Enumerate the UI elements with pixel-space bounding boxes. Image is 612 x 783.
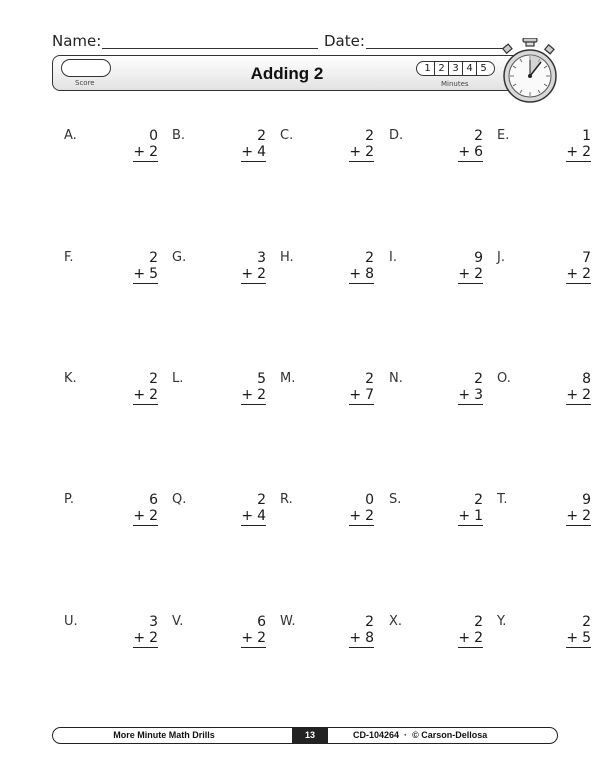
problem-letter: H. bbox=[280, 250, 294, 265]
problem-bottom-number: 2 bbox=[474, 266, 483, 282]
problem-item bbox=[64, 250, 158, 294]
plus-sign: + bbox=[566, 508, 579, 524]
problem-bottom-number: 4 bbox=[257, 144, 266, 160]
minutes-selector bbox=[416, 61, 495, 76]
problem-bottom-line bbox=[349, 266, 374, 284]
problem-top-number: 2 bbox=[365, 371, 374, 387]
problem-bottom-line bbox=[133, 508, 158, 526]
problem-top-number: 7 bbox=[582, 250, 591, 266]
problem-bottom-number: 7 bbox=[365, 387, 374, 403]
plus-sign: + bbox=[133, 266, 146, 282]
problem-bottom-number: 6 bbox=[474, 144, 483, 160]
plus-sign: + bbox=[349, 266, 362, 282]
problem-letter: O. bbox=[497, 371, 511, 386]
problem-bottom-line bbox=[133, 630, 158, 648]
problem-top-number: 6 bbox=[149, 492, 158, 508]
plus-sign: + bbox=[349, 387, 362, 403]
problem-bottom-number: 5 bbox=[582, 630, 591, 646]
problem-bottom-number: 3 bbox=[474, 387, 483, 403]
problem-top-number: 2 bbox=[474, 128, 483, 144]
problem-letter: I. bbox=[389, 250, 397, 265]
problem-item bbox=[172, 492, 266, 536]
minute-option[interactable]: 2 bbox=[434, 62, 448, 75]
problem-top-number: 3 bbox=[149, 614, 158, 630]
problem-bottom-line bbox=[241, 387, 266, 405]
score-label: Score bbox=[75, 79, 95, 87]
problem-top-number: 6 bbox=[257, 614, 266, 630]
problem-bottom-number: 2 bbox=[582, 266, 591, 282]
problem-bottom-number: 2 bbox=[149, 387, 158, 403]
name-label: Name: bbox=[52, 32, 102, 50]
plus-sign: + bbox=[458, 508, 471, 524]
problem-bottom-line bbox=[349, 387, 374, 405]
problem-bottom-line bbox=[458, 144, 483, 162]
problem-bottom-line bbox=[241, 630, 266, 648]
plus-sign: + bbox=[241, 387, 254, 403]
problem-top-number: 2 bbox=[365, 614, 374, 630]
problem-top-number: 2 bbox=[149, 250, 158, 266]
problem-item bbox=[64, 128, 158, 172]
problem-bottom-number: 2 bbox=[582, 144, 591, 160]
problem-top-number: 2 bbox=[149, 371, 158, 387]
footer-separator: · bbox=[404, 730, 408, 740]
problem-item bbox=[172, 614, 266, 658]
problem-item bbox=[389, 128, 483, 172]
problem-item bbox=[389, 250, 483, 294]
problem-item bbox=[280, 128, 374, 172]
problem-bottom-line bbox=[349, 508, 374, 526]
date-label: Date: bbox=[324, 32, 365, 50]
problem-top-number: 0 bbox=[365, 492, 374, 508]
plus-sign: + bbox=[349, 508, 362, 524]
problem-bottom-line bbox=[241, 266, 266, 284]
problem-letter: D. bbox=[389, 128, 404, 143]
plus-sign: + bbox=[458, 630, 471, 646]
plus-sign: + bbox=[241, 266, 254, 282]
minutes-label: Minutes bbox=[441, 80, 469, 88]
page-number: 13 bbox=[292, 728, 328, 743]
problem-top-number: 2 bbox=[474, 614, 483, 630]
name-date-row bbox=[52, 32, 512, 52]
plus-sign: + bbox=[349, 144, 362, 160]
problem-item bbox=[280, 250, 374, 294]
problem-letter: X. bbox=[389, 614, 403, 629]
problem-item bbox=[389, 492, 483, 536]
plus-sign: + bbox=[349, 630, 362, 646]
problem-bottom-number: 2 bbox=[582, 387, 591, 403]
problem-bottom-line bbox=[133, 266, 158, 284]
problem-bottom-line bbox=[566, 387, 591, 405]
plus-sign: + bbox=[133, 508, 146, 524]
problem-bottom-line bbox=[566, 266, 591, 284]
problem-bottom-number: 4 bbox=[257, 508, 266, 524]
product-code: CD-104264 bbox=[353, 730, 400, 740]
problem-letter: P. bbox=[64, 492, 74, 507]
problem-letter: E. bbox=[497, 128, 510, 143]
plus-sign: + bbox=[566, 144, 579, 160]
minute-option[interactable]: 3 bbox=[448, 62, 462, 75]
problem-item bbox=[497, 371, 591, 415]
problem-top-number: 2 bbox=[257, 492, 266, 508]
footer-credits bbox=[353, 730, 487, 740]
plus-sign: + bbox=[133, 630, 146, 646]
problem-item bbox=[172, 250, 266, 294]
title-bar bbox=[52, 55, 522, 91]
plus-sign: + bbox=[241, 630, 254, 646]
problem-item bbox=[497, 614, 591, 658]
problem-item bbox=[389, 614, 483, 658]
problem-letter: A. bbox=[64, 128, 77, 143]
problem-item bbox=[172, 128, 266, 172]
problem-item bbox=[497, 492, 591, 536]
problem-bottom-number: 2 bbox=[365, 508, 374, 524]
problem-bottom-line bbox=[133, 387, 158, 405]
problem-top-number: 2 bbox=[365, 128, 374, 144]
problem-bottom-line bbox=[241, 144, 266, 162]
problem-item bbox=[172, 371, 266, 415]
problem-bottom-number: 2 bbox=[365, 144, 374, 160]
plus-sign: + bbox=[566, 630, 579, 646]
plus-sign: + bbox=[458, 387, 471, 403]
problem-bottom-line bbox=[349, 630, 374, 648]
problem-bottom-line bbox=[566, 630, 591, 648]
problem-bottom-number: 8 bbox=[365, 266, 374, 282]
problem-top-number: 2 bbox=[474, 371, 483, 387]
worksheet-title: Adding 2 bbox=[250, 64, 324, 83]
problem-bottom-line bbox=[458, 630, 483, 648]
problem-bottom-line bbox=[458, 266, 483, 284]
plus-sign: + bbox=[133, 387, 146, 403]
plus-sign: + bbox=[566, 266, 579, 282]
minute-option[interactable]: 1 bbox=[424, 63, 431, 74]
problem-item bbox=[64, 614, 158, 658]
problem-letter: S. bbox=[389, 492, 402, 507]
problem-letter: N. bbox=[389, 371, 403, 386]
page-footer bbox=[52, 727, 558, 744]
minute-option[interactable]: 4 bbox=[462, 62, 476, 75]
problem-top-number: 3 bbox=[257, 250, 266, 266]
problem-item bbox=[389, 371, 483, 415]
problem-top-number: 8 bbox=[582, 371, 591, 387]
problem-letter: M. bbox=[280, 371, 296, 386]
problem-bottom-number: 2 bbox=[257, 387, 266, 403]
problem-letter: C. bbox=[280, 128, 294, 143]
publisher: © Carson-Dellosa bbox=[412, 730, 488, 740]
problem-letter: Y. bbox=[497, 614, 507, 629]
problem-bottom-number: 2 bbox=[149, 144, 158, 160]
problem-top-number: 9 bbox=[582, 492, 591, 508]
problem-letter: J. bbox=[497, 250, 505, 265]
problem-item bbox=[64, 371, 158, 415]
problem-top-number: 2 bbox=[582, 614, 591, 630]
problem-item bbox=[497, 128, 591, 172]
plus-sign: + bbox=[458, 144, 471, 160]
problem-bottom-line bbox=[133, 144, 158, 162]
problem-bottom-number: 2 bbox=[149, 508, 158, 524]
problem-bottom-number: 8 bbox=[365, 630, 374, 646]
problem-top-number: 1 bbox=[582, 128, 591, 144]
problem-bottom-number: 2 bbox=[257, 266, 266, 282]
problem-top-number: 5 bbox=[257, 371, 266, 387]
problem-bottom-line bbox=[566, 508, 591, 526]
problem-bottom-line bbox=[458, 387, 483, 405]
problem-top-number: 2 bbox=[365, 250, 374, 266]
problem-letter: G. bbox=[172, 250, 187, 265]
book-title: More Minute Math Drills bbox=[113, 730, 215, 740]
problem-item bbox=[280, 492, 374, 536]
stopwatch-icon bbox=[498, 38, 562, 104]
plus-sign: + bbox=[566, 387, 579, 403]
problem-letter: W. bbox=[280, 614, 296, 629]
plus-sign: + bbox=[241, 144, 254, 160]
name-field[interactable] bbox=[102, 48, 318, 49]
problem-item bbox=[280, 371, 374, 415]
problem-letter: V. bbox=[172, 614, 184, 629]
problem-letter: B. bbox=[172, 128, 186, 143]
problem-bottom-number: 2 bbox=[474, 630, 483, 646]
problem-bottom-line bbox=[349, 144, 374, 162]
problem-bottom-number: 2 bbox=[582, 508, 591, 524]
problem-letter: U. bbox=[64, 614, 78, 629]
problem-letter: K. bbox=[64, 371, 77, 386]
plus-sign: + bbox=[133, 144, 146, 160]
minute-option[interactable]: 5 bbox=[476, 62, 490, 75]
plus-sign: + bbox=[241, 508, 254, 524]
problem-top-number: 9 bbox=[474, 250, 483, 266]
problem-item bbox=[64, 492, 158, 536]
problem-bottom-number: 2 bbox=[149, 630, 158, 646]
problem-bottom-number: 2 bbox=[257, 630, 266, 646]
plus-sign: + bbox=[458, 266, 471, 282]
problem-bottom-number: 5 bbox=[149, 266, 158, 282]
problem-top-number: 2 bbox=[257, 128, 266, 144]
problem-letter: R. bbox=[280, 492, 293, 507]
problem-letter: F. bbox=[64, 250, 74, 265]
problem-bottom-number: 1 bbox=[474, 508, 483, 524]
problem-item bbox=[497, 250, 591, 294]
date-field[interactable] bbox=[366, 48, 506, 49]
problem-item bbox=[280, 614, 374, 658]
problem-letter: T. bbox=[497, 492, 508, 507]
problem-top-number: 2 bbox=[474, 492, 483, 508]
problem-top-number: 0 bbox=[149, 128, 158, 144]
problem-bottom-line bbox=[241, 508, 266, 526]
problem-letter: Q. bbox=[172, 492, 187, 507]
problem-letter: L. bbox=[172, 371, 184, 386]
problem-bottom-line bbox=[566, 144, 591, 162]
problem-bottom-line bbox=[458, 508, 483, 526]
